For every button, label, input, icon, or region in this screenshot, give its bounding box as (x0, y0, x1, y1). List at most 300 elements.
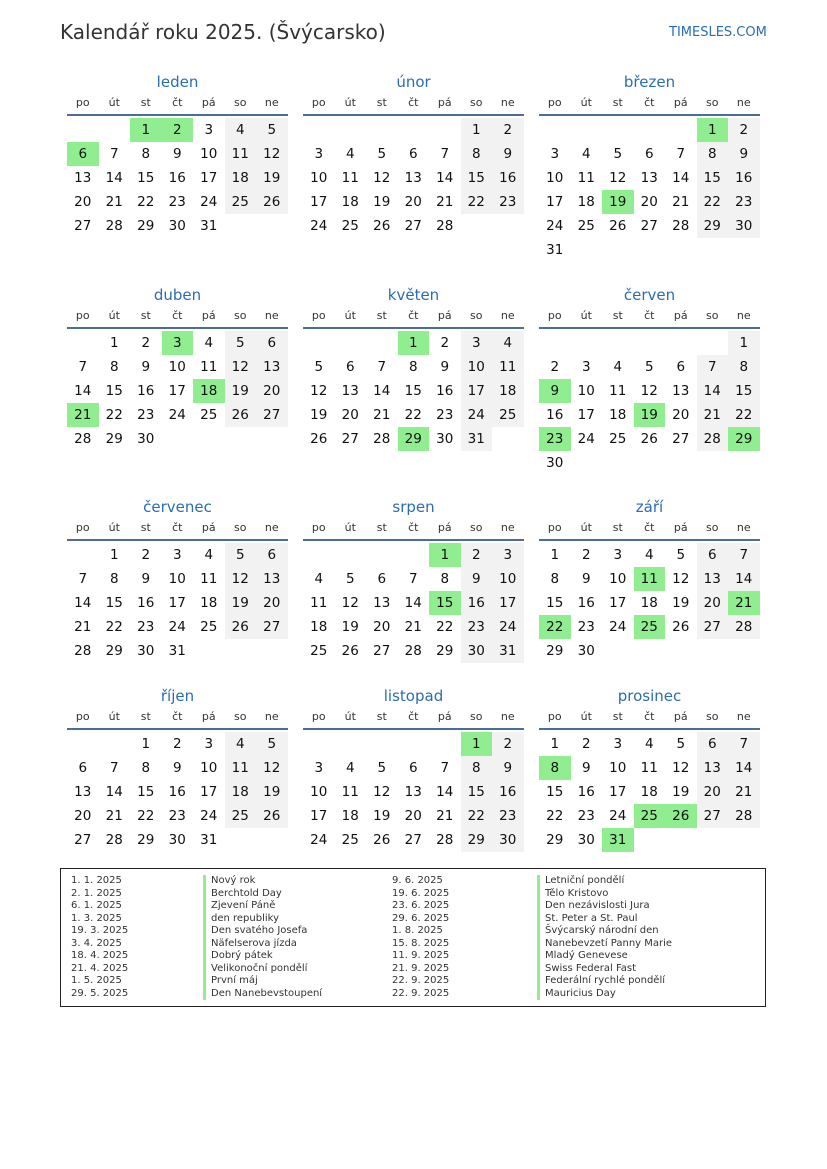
day-cell: 27 (404, 218, 422, 234)
day-cell: 22 (461, 804, 493, 828)
weekday-label: pá (201, 309, 216, 322)
weekday-label: čt (408, 309, 419, 322)
day-cell: 18 (310, 619, 328, 635)
day-cell: 29 (546, 643, 564, 659)
holiday-day-cell: 23 (539, 427, 571, 451)
day-cell: 18 (609, 407, 627, 423)
weekday-label: út (580, 309, 592, 322)
day-cell: 1 (461, 118, 493, 142)
holiday-day-cell: 8 (539, 756, 571, 780)
day-cell: 5 (644, 359, 654, 375)
day-cell: 25 (200, 619, 218, 635)
day-cell: 21 (105, 808, 123, 824)
day-cell: 3 (492, 543, 524, 567)
day-cell: 20 (341, 407, 359, 423)
weekday-label: ne (264, 521, 279, 534)
legend-date: 11. 9. 2025 (392, 950, 450, 961)
legend-date: 15. 8. 2025 (392, 937, 450, 949)
day-cell: 7 (109, 146, 119, 162)
day-cell: 15 (404, 383, 422, 399)
day-grid (67, 541, 288, 685)
day-cell: 19 (373, 808, 391, 824)
day-cell: 2 (492, 732, 524, 756)
day-cell: 24 (168, 619, 186, 635)
day-cell: 1 (550, 547, 560, 563)
day-cell: 23 (577, 619, 595, 635)
day-cell: 11 (577, 170, 595, 186)
day-cell: 29 (105, 431, 123, 447)
day-cell: 6 (345, 359, 355, 375)
weekday-label: so (234, 309, 247, 322)
day-grid (303, 116, 524, 260)
day-cell: 24 (200, 808, 218, 824)
day-cell: 30 (137, 643, 155, 659)
day-cell: 25 (225, 190, 257, 214)
weekday-label: út (344, 309, 356, 322)
day-cell: 22 (105, 619, 123, 635)
day-cell: 29 (697, 214, 729, 238)
day-cell: 22 (137, 808, 155, 824)
day-cell: 20 (74, 808, 92, 824)
day-cell: 3 (314, 760, 324, 776)
day-cell: 8 (408, 359, 418, 375)
month-10 (67, 686, 288, 874)
day-cell: 9 (141, 571, 151, 587)
day-cell: 5 (345, 571, 355, 587)
day-cell: 25 (609, 431, 627, 447)
day-cell: 28 (728, 804, 760, 828)
day-cell: 4 (345, 146, 355, 162)
day-cell: 21 (728, 780, 760, 804)
legend-date: 9. 6. 2025 (392, 875, 443, 886)
day-cell: 23 (728, 190, 760, 214)
weekday-header (539, 706, 760, 730)
day-cell: 10 (577, 383, 595, 399)
day-cell: 14 (373, 383, 391, 399)
day-cell: 25 (341, 218, 359, 234)
day-cell: 17 (310, 808, 328, 824)
day-cell: 14 (436, 170, 454, 186)
weekday-label: čt (172, 521, 183, 534)
weekday-label: so (706, 96, 719, 109)
weekday-label: so (234, 710, 247, 723)
month-8 (303, 497, 524, 685)
day-cell: 7 (697, 355, 729, 379)
day-cell: 20 (74, 194, 92, 210)
day-cell: 15 (461, 780, 493, 804)
day-cell: 6 (408, 760, 418, 776)
day-cell: 5 (613, 146, 623, 162)
weekday-header (303, 517, 524, 541)
day-cell: 17 (546, 194, 564, 210)
day-cell: 17 (168, 383, 186, 399)
day-cell: 14 (74, 383, 92, 399)
weekday-label: po (547, 96, 562, 109)
day-cell: 29 (546, 832, 564, 848)
day-cell: 10 (310, 784, 328, 800)
day-cell: 5 (377, 146, 387, 162)
day-cell: 27 (640, 218, 658, 234)
day-cell: 15 (728, 379, 760, 403)
day-cell: 6 (78, 760, 88, 776)
day-cell: 7 (440, 760, 450, 776)
day-cell: 24 (546, 218, 564, 234)
day-cell: 13 (373, 595, 391, 611)
day-cell: 31 (492, 639, 524, 663)
weekday-header (539, 305, 760, 329)
day-grid (67, 730, 288, 874)
day-cell: 4 (581, 146, 591, 162)
day-cell: 7 (377, 359, 387, 375)
weekday-header (539, 517, 760, 541)
day-cell: 19 (341, 619, 359, 635)
month-name: prosinec (617, 687, 682, 705)
weekday-header (303, 92, 524, 116)
day-cell: 17 (310, 194, 328, 210)
weekday-label: út (344, 521, 356, 534)
day-cell: 18 (640, 595, 658, 611)
legend-date: 21. 9. 2025 (392, 962, 450, 974)
day-cell: 18 (200, 595, 218, 611)
month-9 (539, 497, 760, 685)
day-cell: 27 (404, 832, 422, 848)
day-cell: 15 (137, 784, 155, 800)
day-cell: 9 (141, 359, 151, 375)
month-7 (67, 497, 288, 685)
holiday-day-cell: 3 (162, 331, 194, 355)
day-cell: 12 (672, 571, 690, 587)
day-cell: 3 (204, 736, 214, 752)
legend-holiday-name: Letniční pondělí (537, 875, 672, 888)
day-cell: 30 (546, 455, 564, 471)
day-cell: 31 (168, 643, 186, 659)
holiday-day-cell: 29 (728, 427, 760, 451)
legend-date: 1. 8. 2025 (392, 925, 443, 936)
day-cell: 23 (436, 407, 454, 423)
day-cell: 18 (640, 784, 658, 800)
legend-date: 6. 1. 2025 (71, 900, 122, 911)
day-cell: 2 (581, 736, 591, 752)
weekday-label: st (140, 96, 151, 109)
day-cell: 27 (74, 218, 92, 234)
day-cell: 21 (373, 407, 391, 423)
day-cell: 21 (672, 194, 690, 210)
legend-holiday-name: Swiss Federal Fast (537, 963, 672, 976)
month-name: srpen (392, 498, 435, 516)
weekday-label: so (234, 96, 247, 109)
day-cell: 14 (697, 379, 729, 403)
day-cell: 16 (168, 784, 186, 800)
weekday-label: pá (673, 309, 688, 322)
day-cell: 8 (461, 142, 493, 166)
day-cell: 5 (676, 547, 686, 563)
day-cell: 26 (609, 218, 627, 234)
legend-names-left (203, 875, 322, 1000)
day-cell: 16 (577, 784, 595, 800)
day-cell: 27 (672, 431, 690, 447)
weekday-header (67, 706, 288, 730)
day-cell: 27 (373, 643, 391, 659)
day-cell: 20 (672, 407, 690, 423)
day-cell: 14 (105, 170, 123, 186)
day-cell: 20 (404, 808, 422, 824)
day-cell: 9 (581, 571, 591, 587)
day-cell: 3 (581, 359, 591, 375)
day-cell: 26 (341, 643, 359, 659)
day-cell: 7 (676, 146, 686, 162)
weekday-label: pá (437, 710, 452, 723)
weekday-label: so (470, 710, 483, 723)
day-cell: 16 (137, 595, 155, 611)
day-cell: 2 (461, 543, 493, 567)
legend-holiday-name: Mladý Genevese (537, 950, 672, 963)
day-cell: 30 (728, 214, 760, 238)
weekday-label: čt (172, 96, 183, 109)
weekday-label: ne (500, 521, 515, 534)
day-cell: 15 (137, 170, 155, 186)
month-4 (67, 285, 288, 473)
weekday-label: pá (673, 521, 688, 534)
weekday-label: pá (437, 96, 452, 109)
day-cell: 11 (341, 170, 359, 186)
day-cell: 23 (137, 619, 155, 635)
day-cell: 20 (404, 194, 422, 210)
day-cell: 28 (105, 832, 123, 848)
weekday-label: út (580, 521, 592, 534)
day-cell: 5 (314, 359, 324, 375)
day-cell: 7 (408, 571, 418, 587)
holiday-day-cell: 1 (697, 118, 729, 142)
day-cell: 4 (314, 571, 324, 587)
page-title: Kalendář roku 2025. (Švýcarsko) (60, 20, 386, 44)
legend-date: 23. 6. 2025 (392, 900, 450, 911)
day-cell: 7 (728, 732, 760, 756)
day-cell: 21 (404, 619, 422, 635)
weekday-header (539, 92, 760, 116)
weekday-label: st (140, 309, 151, 322)
day-cell: 25 (310, 643, 328, 659)
day-cell: 18 (225, 166, 257, 190)
day-cell: 23 (492, 804, 524, 828)
day-cell: 15 (546, 784, 564, 800)
day-cell: 2 (492, 118, 524, 142)
day-cell: 30 (577, 643, 595, 659)
day-cell: 5 (676, 736, 686, 752)
weekday-label: út (108, 710, 120, 723)
month-name: červenec (143, 498, 212, 516)
day-cell: 24 (310, 832, 328, 848)
day-cell: 1 (109, 547, 119, 563)
day-cell: 17 (609, 784, 627, 800)
weekday-label: st (140, 710, 151, 723)
day-cell: 5 (225, 331, 257, 355)
weekday-label: so (706, 309, 719, 322)
weekday-label: po (547, 309, 562, 322)
holiday-legend (60, 868, 766, 1007)
day-cell: 28 (74, 431, 92, 447)
day-cell: 6 (256, 331, 288, 355)
holiday-day-cell: 15 (429, 591, 461, 615)
day-cell: 21 (105, 194, 123, 210)
day-cell: 27 (256, 403, 288, 427)
day-cell: 24 (577, 431, 595, 447)
weekday-label: út (108, 96, 120, 109)
day-grid (67, 329, 288, 473)
weekday-label: ne (500, 710, 515, 723)
day-cell: 8 (109, 359, 119, 375)
day-cell: 15 (546, 595, 564, 611)
legend-holiday-name: První máj (203, 975, 322, 988)
day-cell: 12 (640, 383, 658, 399)
legend-holiday-name: Nanebevzetí Panny Marie (537, 938, 672, 951)
day-cell: 17 (577, 407, 595, 423)
day-cell: 3 (613, 547, 623, 563)
day-cell: 24 (461, 403, 493, 427)
day-cell: 8 (440, 571, 450, 587)
day-cell: 27 (74, 832, 92, 848)
weekday-label: út (344, 710, 356, 723)
weekday-header (67, 517, 288, 541)
day-cell: 18 (341, 808, 359, 824)
day-cell: 24 (492, 615, 524, 639)
weekday-label: pá (201, 710, 216, 723)
holiday-day-cell: 26 (665, 804, 697, 828)
weekday-label: ne (264, 96, 279, 109)
day-cell: 6 (644, 146, 654, 162)
day-cell: 27 (697, 804, 729, 828)
day-cell: 30 (461, 639, 493, 663)
legend-holiday-name: Velikonoční pondělí (203, 963, 322, 976)
day-cell: 26 (373, 832, 391, 848)
day-cell: 3 (204, 122, 214, 138)
legend-holiday-name: Švýcarský národní den (537, 925, 672, 938)
legend-dates-left (71, 875, 128, 1000)
day-cell: 6 (377, 571, 387, 587)
legend-holiday-name: Nový rok (203, 875, 322, 888)
weekday-label: ne (264, 710, 279, 723)
day-cell: 19 (373, 194, 391, 210)
day-cell: 28 (373, 431, 391, 447)
day-cell: 13 (74, 170, 92, 186)
holiday-day-cell: 25 (634, 804, 666, 828)
day-cell: 12 (373, 170, 391, 186)
day-cell: 3 (550, 146, 560, 162)
day-cell: 14 (728, 567, 760, 591)
day-cell: 3 (613, 736, 623, 752)
day-cell: 16 (436, 383, 454, 399)
day-cell: 19 (310, 407, 328, 423)
day-cell: 7 (78, 571, 88, 587)
day-cell: 24 (310, 218, 328, 234)
holiday-day-cell: 21 (67, 403, 99, 427)
day-cell: 28 (404, 643, 422, 659)
day-cell: 8 (141, 146, 151, 162)
day-cell: 6 (697, 732, 729, 756)
day-cell: 11 (609, 383, 627, 399)
day-grid (303, 541, 524, 685)
site-link[interactable]: TIMESLES.COM (669, 25, 767, 40)
day-cell: 7 (728, 543, 760, 567)
holiday-day-cell: 25 (634, 615, 666, 639)
weekday-label: st (376, 710, 387, 723)
weekday-label: so (706, 521, 719, 534)
day-cell: 19 (672, 595, 690, 611)
weekday-label: ne (264, 309, 279, 322)
holiday-day-cell: 11 (634, 567, 666, 591)
day-cell: 31 (200, 218, 218, 234)
weekday-header (303, 305, 524, 329)
holiday-day-cell: 1 (398, 331, 430, 355)
day-cell: 14 (404, 595, 422, 611)
day-cell: 11 (341, 784, 359, 800)
legend-holiday-name: Berchtold Day (203, 888, 322, 901)
day-cell: 21 (436, 194, 454, 210)
day-cell: 23 (168, 808, 186, 824)
day-grid (539, 730, 760, 874)
day-cell: 10 (609, 571, 627, 587)
weekday-label: út (580, 96, 592, 109)
weekday-label: st (376, 521, 387, 534)
day-cell: 9 (728, 142, 760, 166)
weekday-label: st (376, 96, 387, 109)
legend-holiday-name: Mauricius Day (537, 988, 672, 1001)
day-cell: 11 (225, 142, 257, 166)
day-cell: 27 (256, 615, 288, 639)
weekday-label: pá (673, 710, 688, 723)
day-cell: 28 (436, 832, 454, 848)
day-cell: 25 (577, 218, 595, 234)
day-cell: 8 (697, 142, 729, 166)
weekday-label: čt (644, 710, 655, 723)
day-cell: 5 (256, 732, 288, 756)
legend-date: 18. 4. 2025 (71, 950, 129, 961)
weekday-label: čt (644, 521, 655, 534)
month-12 (539, 686, 760, 874)
day-cell: 12 (225, 567, 257, 591)
legend-dates-right (392, 875, 449, 1000)
day-cell: 9 (461, 567, 493, 591)
day-cell: 21 (436, 808, 454, 824)
weekday-label: po (311, 309, 326, 322)
day-cell: 15 (697, 166, 729, 190)
day-cell: 4 (204, 335, 214, 351)
holiday-day-cell: 1 (429, 543, 461, 567)
day-cell: 19 (256, 780, 288, 804)
day-cell: 2 (728, 118, 760, 142)
day-cell: 17 (200, 784, 218, 800)
day-cell: 9 (492, 142, 524, 166)
weekday-label: st (376, 309, 387, 322)
day-cell: 19 (225, 379, 257, 403)
day-cell: 28 (105, 218, 123, 234)
day-cell: 5 (225, 543, 257, 567)
day-cell: 14 (74, 595, 92, 611)
day-cell: 22 (404, 407, 422, 423)
day-cell: 13 (256, 567, 288, 591)
legend-holiday-name: Federální rychlé pondělí (537, 975, 672, 988)
day-cell: 15 (105, 595, 123, 611)
day-cell: 1 (141, 736, 151, 752)
weekday-label: čt (644, 96, 655, 109)
weekday-label: ne (500, 309, 515, 322)
day-cell: 19 (256, 166, 288, 190)
day-cell: 18 (341, 194, 359, 210)
weekday-label: po (547, 710, 562, 723)
holiday-day-cell: 21 (728, 591, 760, 615)
day-cell: 29 (461, 828, 493, 852)
day-cell: 13 (404, 784, 422, 800)
day-cell: 4 (644, 547, 654, 563)
